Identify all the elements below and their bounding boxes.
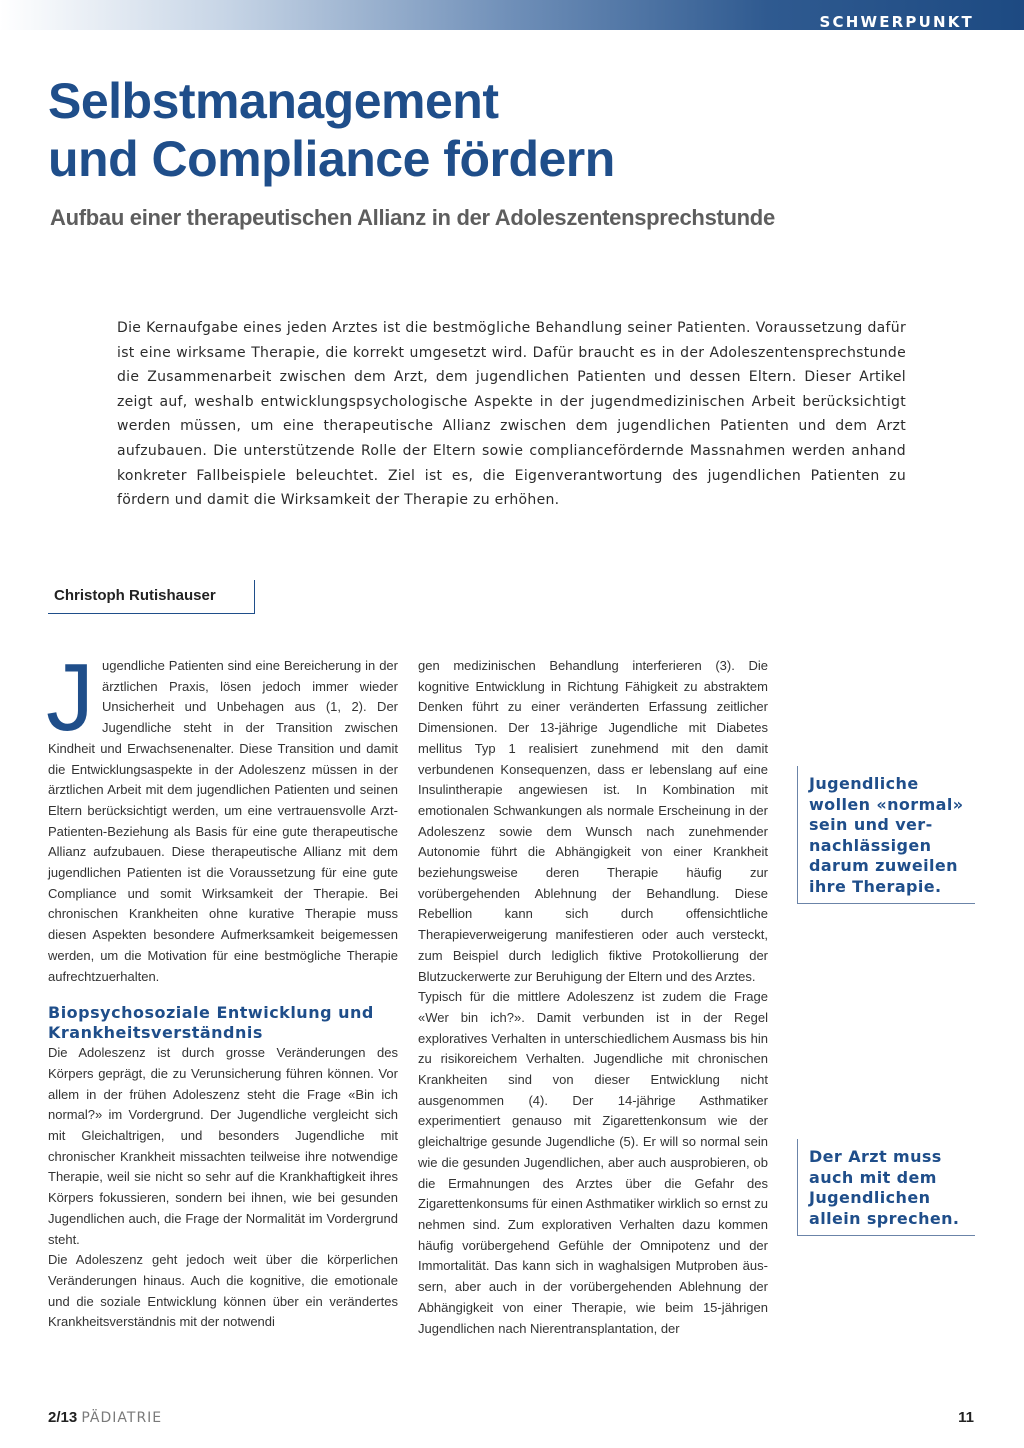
author-box xyxy=(48,580,255,614)
body-paragraph: gen medizinischen Behandlung interferieren (3). Die kognitive Entwicklung in Richtung Fähigkeit zu abstraktem Denken führt zu einer veränderten Erfassung zeitlicher Dimensionen. Der 13-jährige Jugendliche mit Diabetes mellitus Typ 1 realisiert zunehmend mit den damit verbundenen Konsequenzen, dass er lebenslang auf eine Insulintherapie angewiesen ist. In Kombination mit emotionalen Schwankungen als normale Erscheinung in der Adoleszenz sowie dem Wunsch nach zunehmender Autonomie führt die Abhängigkeit von einer Krankheit beziehungsweise deren Therapie häufig zur vorübergehenden Ablehnung der Behandlung. Diese Rebellion kann sich durch offensichtliche Therapieverweigerung manifestieren oder auch versteckt, zum Beispiel durch lediglich fiktive Protokollierung der Blutzuckerwerte zur Beruhigung der Eltern und des Arztes. xyxy=(418,658,768,984)
pull-quote: Jugendliche wollen «normal» sein und vernachlässigen darum zuweilen ihre Therapie. xyxy=(797,766,975,904)
page-number: 11 xyxy=(958,1409,974,1426)
section-heading: Biopsychosoziale Entwicklung und Krankheitsverständnis xyxy=(48,1003,374,1043)
article-subtitle: Aufbau einer therapeutischen Allianz in der Adoleszentensprechstunde xyxy=(50,205,775,230)
author-name: Christoph Rutishauser xyxy=(54,587,216,604)
body-column-2 xyxy=(418,656,768,1339)
body-paragraph xyxy=(46,644,398,987)
body-paragraph: Die Adoleszenz ist durch grosse Veränderungen des Körpers geprägt, die zu Verunsicherung führen können. Vor allem in der frühen Adoleszenz steht die Frage «Bin ich normal?» im Vordergrund. Der Jugendliche vergleicht sich mit Gleichaltrigen, und besonders Jugendliche mit chronischer Krankheit missachten teilweise ihre notwendige Therapie, weil sie nicht so sehr auf die Krankhaftigkeit ihres Körpers fokussieren, sondern bei ihnen, wie bei gesunden Jugendlichen auch, die Frage der Normalität im Vordergrund steht. xyxy=(48,1045,398,1247)
title-line-1: Selbstmanagement xyxy=(48,73,499,129)
body-paragraph: Die Adoleszenz geht jedoch weit über die körperlichen Veränderungen hinaus. Auch die kognitive, die emotionale und die soziale Entwicklung können über ein verändertes Krankheitsverständnis mit der notwendi xyxy=(48,1252,398,1330)
journal-name: PÄDIATRIE xyxy=(81,1410,163,1426)
section-label: SCHWERPUNKT xyxy=(819,13,974,31)
article-abstract: Die Kernaufgabe eines jeden Arztes ist die bestmögliche Behandlung seiner Patienten. Voraussetzung dafür ist eine wirksame Therapie, die korrekt umgesetzt wird. Dafür braucht es in der Adoleszentensprechstunde die Zusammenarbeit zwischen dem Arzt, dem jugendlichen Patienten und dessen Eltern. Dieser Artikel zeigt auf, weshalb entwicklungspsychologische Aspekte in der jugendmedizinischen Arbeit berücksichtigt werden müssen, um eine therapeutische Allianz zwischen dem jugendlichen Patienten und dem Arzt aufzubauen. Die unterstützende Rolle der Eltern sowie compliancefördernde Massnahmen werden anhand konkreter Fallbeispiele beleuchtet. Ziel ist es, die Eigenverantwortung des jugendlichen Patienten zu fördern und damit die Wirksamkeit der Therapie zu erhöhen. xyxy=(117,320,906,509)
intro-text: ugendliche Patienten sind eine Bereicherung in der ärztlichen Praxis, lösen jedoch immer wieder Unsicherheit und Unbehagen aus (1, 2). Der Jugendliche steht in der Transition zwischen Kindheit und Erwachsenenalter. Diese Transition und damit die Entwicklungsaspekte in der Adoleszenz müssen in der ärztlichen Arbeit mit dem jugendlichen Patienten und seinen Eltern berücksichtigt werden, um eine vertrauensvolle Arzt-Patienten-Beziehung als Basis für eine gute therapeutische Allianz aufzubauen. Diese therapeutische Allianz mit dem jugendlichen Patienten ist die Voraussetzung für eine gute Compliance und somit Wirksamkeit der Therapie. Bei chronischen Krankheiten ohne kurative Therapie muss diesen Aspekten besondere Aufmerksamkeit beigemessen werden, um die Motivation für eine bestmögliche Therapie aufrechtzuerhalten. xyxy=(48,658,398,984)
issue-number: 2/13 xyxy=(48,1409,78,1426)
drop-cap: J xyxy=(46,644,94,751)
article-title xyxy=(48,72,615,188)
header-bar xyxy=(0,0,1024,30)
pull-quote: Der Arzt muss auch mit dem Jugendlichen allein sprechen. xyxy=(797,1139,975,1236)
footer-issue xyxy=(48,1408,162,1428)
body-column-1 xyxy=(46,644,398,1333)
body-paragraph: Typisch für die mittlere Adoleszenz ist zudem die Frage «Wer bin ich?». Damit verbunden ist in der Regel exploratives Verhalten in unterschiedlichem Ausmass bis hin zu risikoreichem Verhalten. Jugendliche mit chronischen Krankheiten sind von dieser Entwicklung nicht ausgenommen (4). Der 14-jährige Asthmatiker experimentiert genauso mit Zigarettenkonsum wie der gleichaltrige gesunde Jugendliche (5). Er will so normal sein wie die gesunden Jugendlichen, aber auch ausprobieren, ob die Ermahnungen des Arztes über die Gefahr des Zigarettenkonsums für einen Asthmatiker wirklich so ernst zu nehmen sind. Zum explorativen Verhalten dazu kommen häufig vorübergehend Gefühle der Omnipotenz und der Immortalität. Das kann sich in waghalsigen Mutproben äussern, aber auch in der vorübergehenden Ablehnung der Abhängigkeit von einer Therapie, wie beim 15-jährigen Jugendlichen nach Nierentransplantation, der xyxy=(418,989,768,1336)
title-line-2: und Compliance fördern xyxy=(48,131,615,187)
